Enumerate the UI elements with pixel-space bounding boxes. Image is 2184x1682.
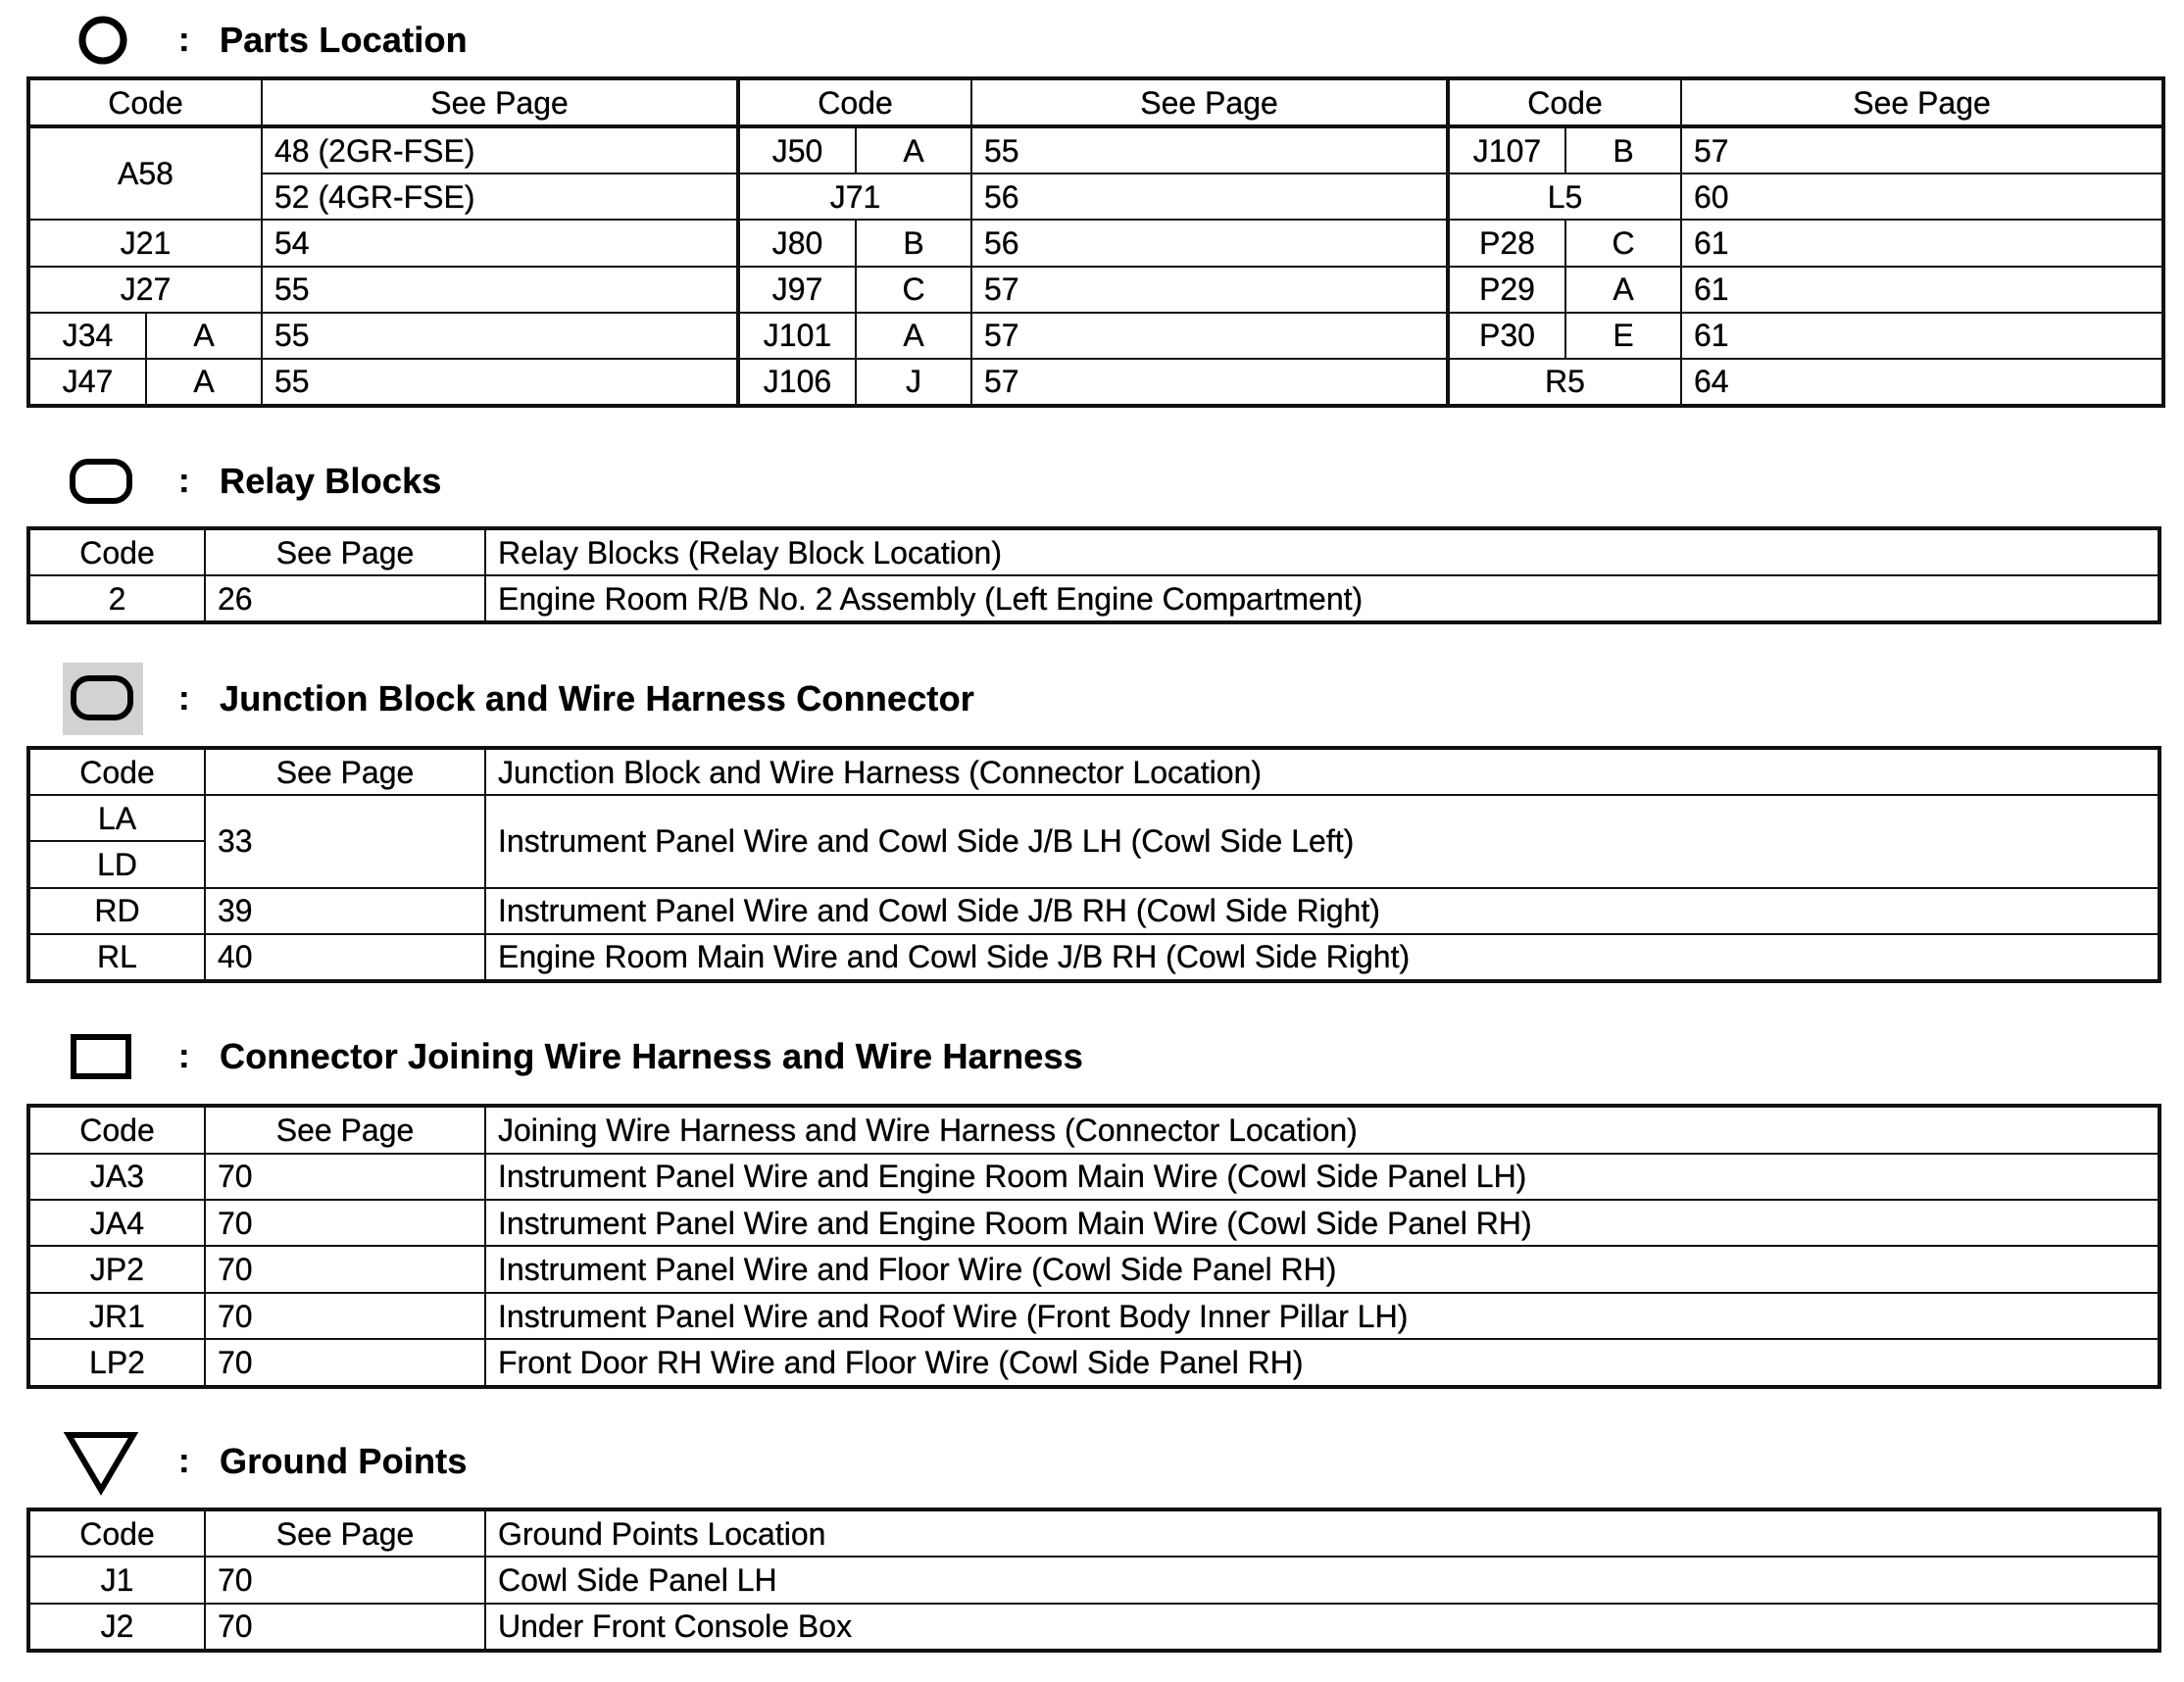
code-cell: J27 bbox=[28, 267, 262, 313]
page-cell: 56 bbox=[971, 173, 1448, 220]
table-row bbox=[28, 1200, 2159, 1246]
page-cell: 39 bbox=[205, 888, 485, 934]
section-colon: : bbox=[178, 1442, 190, 1480]
page-cell: 26 bbox=[205, 575, 485, 622]
table-row bbox=[28, 1557, 2159, 1603]
column-header: Code bbox=[738, 78, 971, 126]
code-cell: P29 bbox=[1448, 267, 1565, 313]
section-title-joining-connector: Connector Joining Wire Harness and Wire Harness bbox=[220, 1036, 1083, 1076]
column-header: Code bbox=[28, 78, 262, 126]
sub-code-cell: A bbox=[1565, 267, 1681, 313]
section-colon: : bbox=[178, 462, 190, 500]
table-row bbox=[28, 126, 2163, 173]
rounded-rectangle-symbol-icon bbox=[63, 447, 143, 516]
code-cell: JA4 bbox=[28, 1200, 205, 1246]
page-cell: 70 bbox=[205, 1246, 485, 1292]
ground-points-header bbox=[0, 1427, 2184, 1496]
code-cell: J1 bbox=[28, 1557, 205, 1603]
code-cell: J50 bbox=[738, 126, 856, 173]
sub-code-cell: E bbox=[1565, 313, 1681, 359]
page-cell: 61 bbox=[1681, 220, 2163, 266]
junction-block-table bbox=[26, 746, 2161, 983]
joining-connector-table bbox=[26, 1104, 2161, 1389]
description-cell: Instrument Panel Wire and Floor Wire (Cowl Side Panel RH) bbox=[485, 1246, 2159, 1292]
sub-code-cell: A bbox=[146, 313, 262, 359]
code-cell: J47 bbox=[28, 359, 146, 406]
description-cell: Instrument Panel Wire and Roof Wire (Front Body Inner Pillar LH) bbox=[485, 1293, 2159, 1339]
page-cell: 55 bbox=[262, 313, 738, 359]
page-cell: 55 bbox=[262, 359, 738, 406]
page-cell: 52 (4GR-FSE) bbox=[262, 173, 738, 220]
page-cell: 55 bbox=[262, 267, 738, 313]
column-header: Ground Points Location bbox=[485, 1509, 2159, 1557]
circle-symbol-icon bbox=[63, 6, 143, 74]
table-row bbox=[28, 795, 2159, 841]
code-cell: J106 bbox=[738, 359, 856, 406]
page-cell: 64 bbox=[1681, 359, 2163, 406]
code-cell: LD bbox=[28, 841, 205, 887]
description-cell: Cowl Side Panel LH bbox=[485, 1557, 2159, 1603]
description-cell: Engine Room Main Wire and Cowl Side J/B RH (Cowl Side Right) bbox=[485, 934, 2159, 981]
table-row bbox=[28, 934, 2159, 981]
description-cell: Under Front Console Box bbox=[485, 1604, 2159, 1651]
code-cell: 2 bbox=[28, 575, 205, 622]
section-title-junction-block: Junction Block and Wire Harness Connector bbox=[220, 678, 975, 718]
page-cell: 70 bbox=[205, 1154, 485, 1200]
column-header: See Page bbox=[1681, 78, 2163, 126]
page-cell: 57 bbox=[971, 359, 1448, 406]
table-row bbox=[28, 359, 2163, 406]
page-cell: 70 bbox=[205, 1339, 485, 1387]
page-cell: 54 bbox=[262, 220, 738, 266]
page-cell: 56 bbox=[971, 220, 1448, 266]
code-cell: R5 bbox=[1448, 359, 1681, 406]
description-cell: Engine Room R/B No. 2 Assembly (Left Engine Compartment) bbox=[485, 575, 2159, 622]
description-cell: Instrument Panel Wire and Cowl Side J/B LH (Cowl Side Left) bbox=[485, 795, 2159, 887]
code-cell: J21 bbox=[28, 220, 262, 266]
page-cell: 57 bbox=[1681, 126, 2163, 173]
junction-block-header bbox=[0, 665, 2184, 733]
code-cell: L5 bbox=[1448, 173, 1681, 220]
code-cell: RL bbox=[28, 934, 205, 981]
column-header: See Page bbox=[205, 748, 485, 795]
code-cell: JA3 bbox=[28, 1154, 205, 1200]
column-header: Relay Blocks (Relay Block Location) bbox=[485, 528, 2159, 575]
code-cell: LA bbox=[28, 795, 205, 841]
shaded-rounded-rectangle-symbol-icon bbox=[63, 665, 143, 733]
table-row bbox=[28, 220, 2163, 266]
section-title-relay-blocks: Relay Blocks bbox=[220, 461, 442, 501]
joining-connector-header bbox=[0, 1022, 2184, 1091]
page-cell: 61 bbox=[1681, 313, 2163, 359]
code-cell: RD bbox=[28, 888, 205, 934]
table-row bbox=[28, 173, 2163, 220]
column-header: Code bbox=[28, 528, 205, 575]
table-row bbox=[28, 1154, 2159, 1200]
description-cell: Instrument Panel Wire and Engine Room Main Wire (Cowl Side Panel LH) bbox=[485, 1154, 2159, 1200]
section-colon: : bbox=[178, 1037, 190, 1075]
table-row bbox=[28, 313, 2163, 359]
page-cell: 33 bbox=[205, 795, 485, 887]
column-header: Code bbox=[28, 1106, 205, 1154]
ground-points-table bbox=[26, 1508, 2161, 1653]
section-title-parts-location: Parts Location bbox=[220, 20, 468, 60]
code-cell: J71 bbox=[738, 173, 971, 220]
parts-location-header bbox=[0, 6, 2184, 74]
section-colon: : bbox=[178, 21, 190, 59]
column-header: Joining Wire Harness and Wire Harness (Connector Location) bbox=[485, 1106, 2159, 1154]
table-row bbox=[28, 575, 2159, 622]
code-cell: J80 bbox=[738, 220, 856, 266]
page-cell: 70 bbox=[205, 1293, 485, 1339]
code-cell: LP2 bbox=[28, 1339, 205, 1387]
table-header-row bbox=[28, 528, 2159, 575]
sub-code-cell: J bbox=[856, 359, 971, 406]
column-header: See Page bbox=[205, 1106, 485, 1154]
code-cell: J2 bbox=[28, 1604, 205, 1651]
column-header: Code bbox=[1448, 78, 1681, 126]
page-cell: 55 bbox=[971, 126, 1448, 173]
sub-code-cell: A bbox=[856, 313, 971, 359]
description-cell: Instrument Panel Wire and Cowl Side J/B RH (Cowl Side Right) bbox=[485, 888, 2159, 934]
sub-code-cell: B bbox=[856, 220, 971, 266]
page-cell: 57 bbox=[971, 313, 1448, 359]
parts-location-table bbox=[26, 76, 2165, 408]
table-row bbox=[28, 1339, 2159, 1387]
page-cell: 40 bbox=[205, 934, 485, 981]
section-colon: : bbox=[178, 679, 190, 717]
table-header-row bbox=[28, 78, 2163, 126]
relay-blocks-table bbox=[26, 526, 2161, 624]
rectangle-symbol-icon bbox=[63, 1022, 143, 1091]
column-header: See Page bbox=[971, 78, 1448, 126]
column-header: See Page bbox=[205, 528, 485, 575]
code-cell: J34 bbox=[28, 313, 146, 359]
page-cell: 70 bbox=[205, 1200, 485, 1246]
section-title-ground-points: Ground Points bbox=[220, 1441, 468, 1481]
code-cell: J97 bbox=[738, 267, 856, 313]
table-row bbox=[28, 1246, 2159, 1292]
description-cell: Instrument Panel Wire and Engine Room Main Wire (Cowl Side Panel RH) bbox=[485, 1200, 2159, 1246]
relay-blocks-header bbox=[0, 447, 2184, 516]
code-cell: P30 bbox=[1448, 313, 1565, 359]
page-cell: 70 bbox=[205, 1557, 485, 1603]
column-header: Code bbox=[28, 1509, 205, 1557]
page-cell: 57 bbox=[971, 267, 1448, 313]
code-cell: J101 bbox=[738, 313, 856, 359]
code-cell: J107 bbox=[1448, 126, 1565, 173]
page-cell: 61 bbox=[1681, 267, 2163, 313]
triangle-symbol-icon bbox=[63, 1427, 143, 1496]
code-cell: JR1 bbox=[28, 1293, 205, 1339]
page-cell: 70 bbox=[205, 1604, 485, 1651]
sub-code-cell: C bbox=[1565, 220, 1681, 266]
page-cell: 60 bbox=[1681, 173, 2163, 220]
column-header: See Page bbox=[262, 78, 738, 126]
code-cell: JP2 bbox=[28, 1246, 205, 1292]
sub-code-cell: A bbox=[146, 359, 262, 406]
table-header-row bbox=[28, 748, 2159, 795]
sub-code-cell: A bbox=[856, 126, 971, 173]
sub-code-cell: C bbox=[856, 267, 971, 313]
sub-code-cell: B bbox=[1565, 126, 1681, 173]
table-header-row bbox=[28, 1509, 2159, 1557]
table-row bbox=[28, 267, 2163, 313]
table-row bbox=[28, 1604, 2159, 1651]
code-cell: A58 bbox=[28, 126, 262, 220]
table-row bbox=[28, 888, 2159, 934]
column-header: See Page bbox=[205, 1509, 485, 1557]
description-cell: Front Door RH Wire and Floor Wire (Cowl Side Panel RH) bbox=[485, 1339, 2159, 1387]
column-header: Junction Block and Wire Harness (Connector Location) bbox=[485, 748, 2159, 795]
table-row bbox=[28, 1293, 2159, 1339]
table-header-row bbox=[28, 1106, 2159, 1154]
code-cell: P28 bbox=[1448, 220, 1565, 266]
column-header: Code bbox=[28, 748, 205, 795]
page-cell: 48 (2GR-FSE) bbox=[262, 126, 738, 173]
